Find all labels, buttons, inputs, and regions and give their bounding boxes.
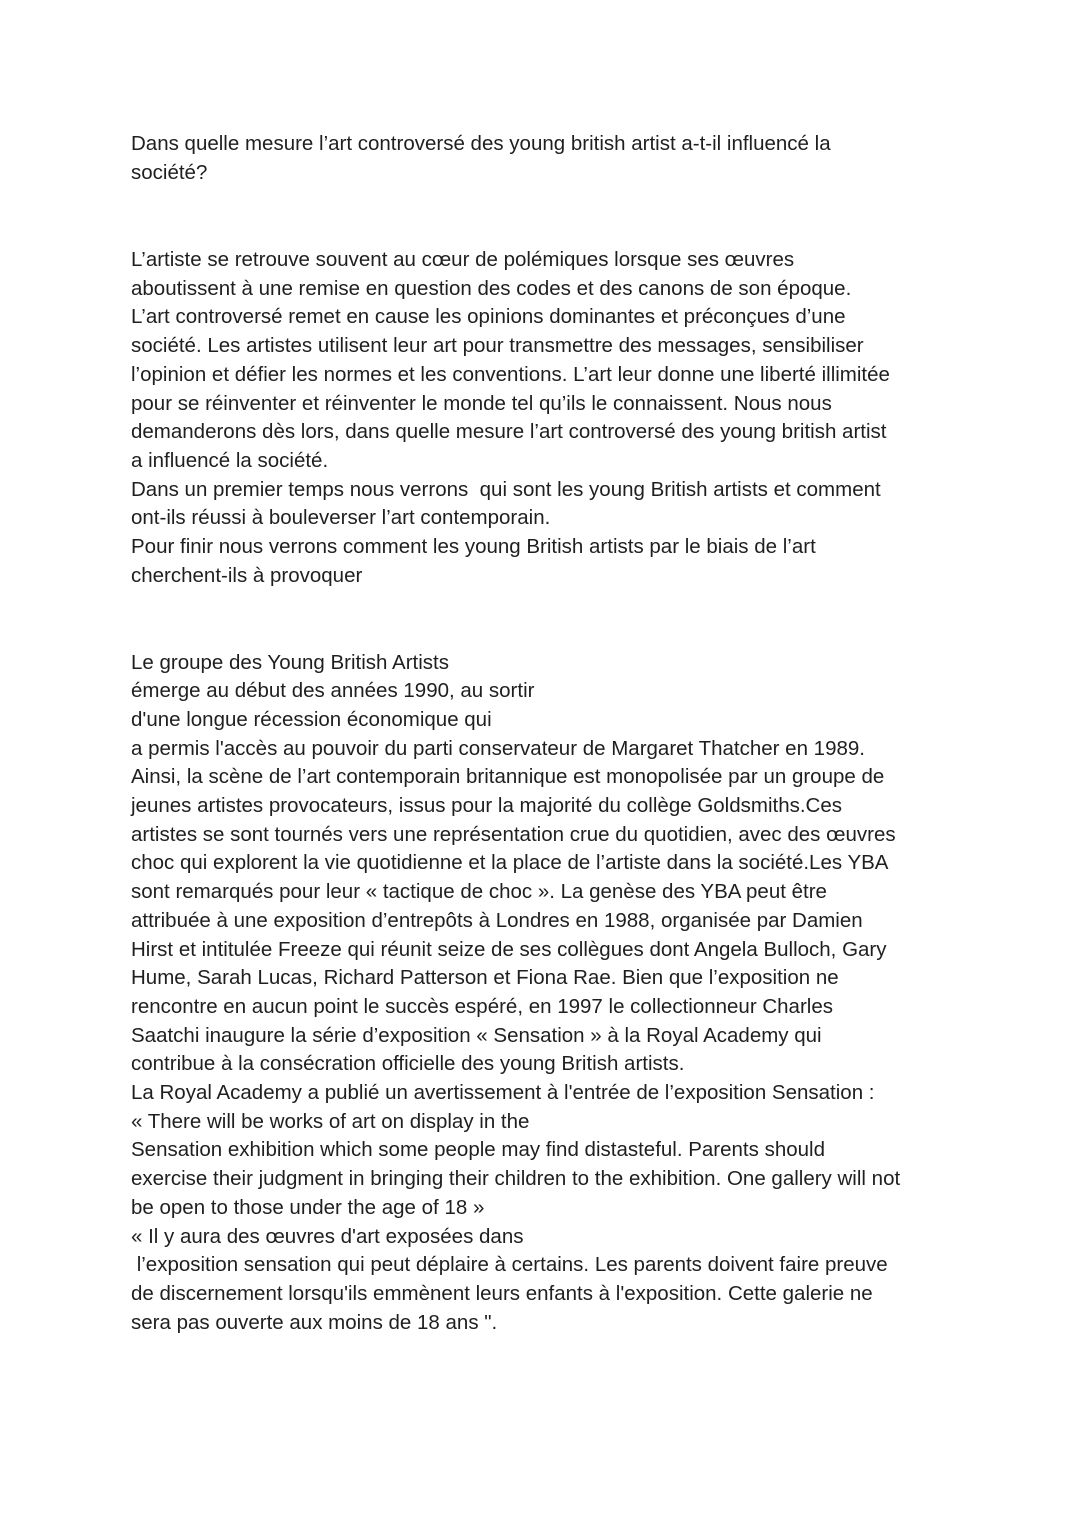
translation-line: sera pas ouverte aux moins de 18 ans ". bbox=[131, 1311, 498, 1334]
text-line: pour se réinventer et réinventer le monde tel qu’ils le connaissent. Nous nous bbox=[131, 392, 832, 415]
text-line: société? bbox=[131, 161, 208, 184]
translation-line: « Il y aura des œuvres d'art exposées dans bbox=[131, 1225, 524, 1248]
quote-line: Sensation exhibition which some people may find distasteful. Parents should bbox=[131, 1138, 825, 1161]
text-line: a influencé la société. bbox=[131, 449, 329, 472]
text-line: a permis l'accès au pouvoir du parti conservateur de Margaret Thatcher en 1989. bbox=[131, 737, 865, 760]
text-line: Dans quelle mesure l’art controversé des young british artist a-t-il influencé la bbox=[131, 132, 831, 155]
quote-line: « There will be works of art on display in the bbox=[131, 1110, 530, 1133]
text-line: artistes se sont tournés vers une représentation crue du quotidien, avec des œuvres bbox=[131, 823, 896, 846]
text-line: ont-ils réussi à bouleverser l’art contemporain. bbox=[131, 506, 551, 529]
text-line: d'une longue récession économique qui bbox=[131, 708, 492, 731]
translation-line: l’exposition sensation qui peut déplaire à certains. Les parents doivent faire preuve bbox=[131, 1253, 888, 1276]
text-line: Dans un premier temps nous verrons qui sont les young British artists et comment bbox=[131, 478, 881, 501]
text-line: Ainsi, la scène de l’art contemporain britannique est monopolisée par un groupe de bbox=[131, 765, 885, 788]
text-line: cherchent-ils à provoquer bbox=[131, 564, 363, 587]
text-line: contribue à la consécration officielle des young British artists. bbox=[131, 1052, 685, 1075]
text-line: Saatchi inaugure la série d’exposition « Sensation » à la Royal Academy qui bbox=[131, 1024, 822, 1047]
text-line: La Royal Academy a publié un avertissement à l'entrée de l’exposition Sensation : bbox=[131, 1081, 875, 1104]
text-line: aboutissent à une remise en question des codes et des canons de son époque. bbox=[131, 277, 852, 300]
text-line: Pour finir nous verrons comment les young British artists par le biais de l’art bbox=[131, 535, 816, 558]
translation-line: de discernement lorsqu'ils emmènent leurs enfants à l'exposition. Cette galerie ne bbox=[131, 1282, 873, 1305]
text-line: Le groupe des Young British Artists bbox=[131, 651, 449, 674]
text-line: société. Les artistes utilisent leur art pour transmettre des messages, sensibiliser bbox=[131, 334, 864, 357]
text-line: Hirst et intitulée Freeze qui réunit seize de ses collègues dont Angela Bulloch, Gary bbox=[131, 938, 887, 961]
text-line: rencontre en aucun point le succès espéré, en 1997 le collectionneur Charles bbox=[131, 995, 833, 1018]
text-line: demanderons dès lors, dans quelle mesure l’art controversé des young british artist bbox=[131, 420, 887, 443]
text-line: Hume, Sarah Lucas, Richard Patterson et Fiona Rae. Bien que l’exposition ne bbox=[131, 966, 839, 989]
text-line: sont remarqués pour leur « tactique de choc ». La genèse des YBA peut être bbox=[131, 880, 827, 903]
text-line: choc qui explorent la vie quotidienne et la place de l’artiste dans la société.Les YBA bbox=[131, 851, 889, 874]
text-line: émerge au début des années 1990, au sortir bbox=[131, 679, 535, 702]
text-line: attribuée à une exposition d’entrepôts à Londres en 1988, organisée par Damien bbox=[131, 909, 863, 932]
text-line: jeunes artistes provocateurs, issus pour la majorité du collège Goldsmiths.Ces bbox=[131, 794, 842, 817]
text-line: l’opinion et défier les normes et les conventions. L’art leur donne une liberté illimitée bbox=[131, 363, 890, 386]
text-line: L’art controversé remet en cause les opinions dominantes et préconçues d’une bbox=[131, 305, 846, 328]
quote-line: exercise their judgment in bringing their children to the exhibition. One gallery will not bbox=[131, 1167, 901, 1190]
quote-line: be open to those under the age of 18 » bbox=[131, 1196, 485, 1219]
text-line: L’artiste se retrouve souvent au cœur de polémiques lorsque ses œuvres bbox=[131, 248, 795, 271]
